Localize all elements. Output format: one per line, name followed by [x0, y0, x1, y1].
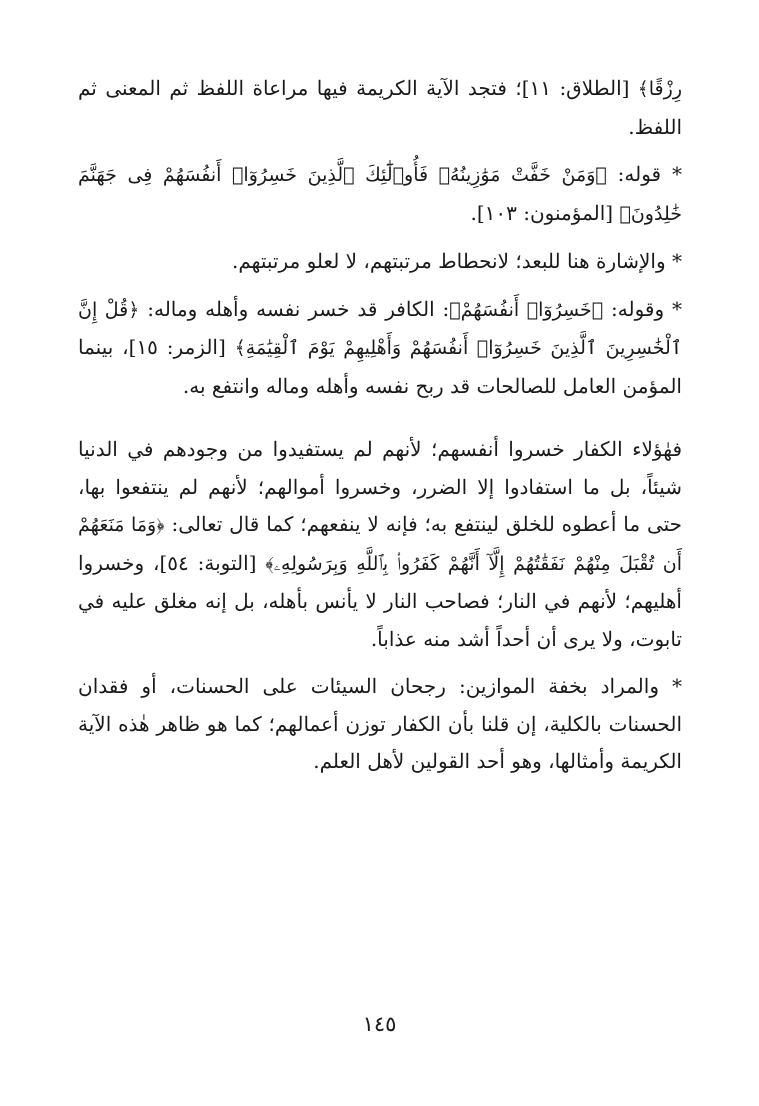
paragraph-5 — [78, 431, 682, 658]
text-span: [التوبة: ٥٤]، وخسروا أهليهم؛ لأنهم في النار؛ فصاحب النار لا يأنس بأهله، بل إنه مغلق عليه في تابوت، ولا يرى أن أحداً أشد منه عذاباً. — [78, 550, 682, 651]
text-span: * قوله: — [606, 162, 682, 186]
quran-verse: ﴿وَمَنْ خَفَّتْ مَوَٰزِينُهُۥ فَأُو۟لَٰٓئِكَ ٱلَّذِينَ خَسِرُوٓا۟ أَنفُسَهُمْ فِى جَهَنَّمَ خَٰلِدُونَ﴾ — [78, 164, 682, 225]
text-span: [الطلاق: ١١]؛ فتجد الآية الكريمة فيها مراعاة اللفظ ثم المعنى ثم اللفظ. — [78, 76, 682, 139]
quran-verse: ﴿قُلْ إِنَّ ٱلْخَٰسِرِينَ ٱلَّذِينَ خَسِرُوٓا۟ أَنفُسَهُمْ وَأَهْلِيهِمْ يَوْمَ ٱلْقِيَٰمَةِ﴾ — [78, 298, 682, 359]
text-span: فهٰؤلاء الكفار خسروا أنفسهم؛ لأنهم لم يستفيدوا من وجودهم في الدنيا شيئاً، بل ما استفادوا إلا الضرر، وخسروا أموالهم؛ لأنهم لم ينتفعوا بها، حتى ما أعطوه للخلق لينتفع به؛ فإنه لا ينفعهم؛ كما قال تعالى: — [78, 437, 683, 536]
paragraph-1 — [78, 70, 682, 146]
text-span: [الزمر: ١٥]، بينما المؤمن العامل للصالحات قد ربح نفسه وأهله وماله وانتفع به. — [78, 335, 682, 398]
quran-verse: رِزْقًا﴾ — [629, 78, 682, 100]
page-number: ١٤٥ — [362, 1012, 397, 1036]
text-span: : الكافر قد خسر نفسه وأهله وماله: — [139, 296, 450, 321]
text-span: * والمراد بخفة الموازين: رجحان السيئات على الحسنات، أو فقدان الحسنات بالكلية، إن قلنا بأن الكفار توزن أعمالهم؛ كما هو ظاهر هٰذه الآية الكريمة وأمثالها، وهو أحد القولين لأهل العلم. — [78, 674, 683, 773]
paragraph-2 — [78, 156, 682, 233]
paragraph-6 — [78, 668, 682, 781]
paragraph-4 — [78, 291, 682, 406]
text-span: * والإشارة هنا للبعد؛ لانحطاط مرتبتهم، لا لعلو مرتبتهم. — [231, 249, 682, 273]
text-span: * وقوله: — [603, 296, 682, 321]
paragraph-3 — [78, 243, 682, 281]
page-body — [78, 70, 682, 781]
quran-verse: ﴿وَمَا مَنَعَهُمْ أَن تُقْبَلَ مِنْهُمْ نَفَقَٰتُهُمْ إِلَّآ أَنَّهُمْ كَفَرُوا۟ بِٱللَّهِ وَبِرَسُولِهِۦ﴾ — [78, 514, 682, 575]
text-span: [المؤمنون: ١٠٣]. — [470, 200, 620, 225]
quran-verse: ﴿خَسِرُوٓا۟ أَنفُسَهُمْ﴾ — [449, 298, 604, 321]
